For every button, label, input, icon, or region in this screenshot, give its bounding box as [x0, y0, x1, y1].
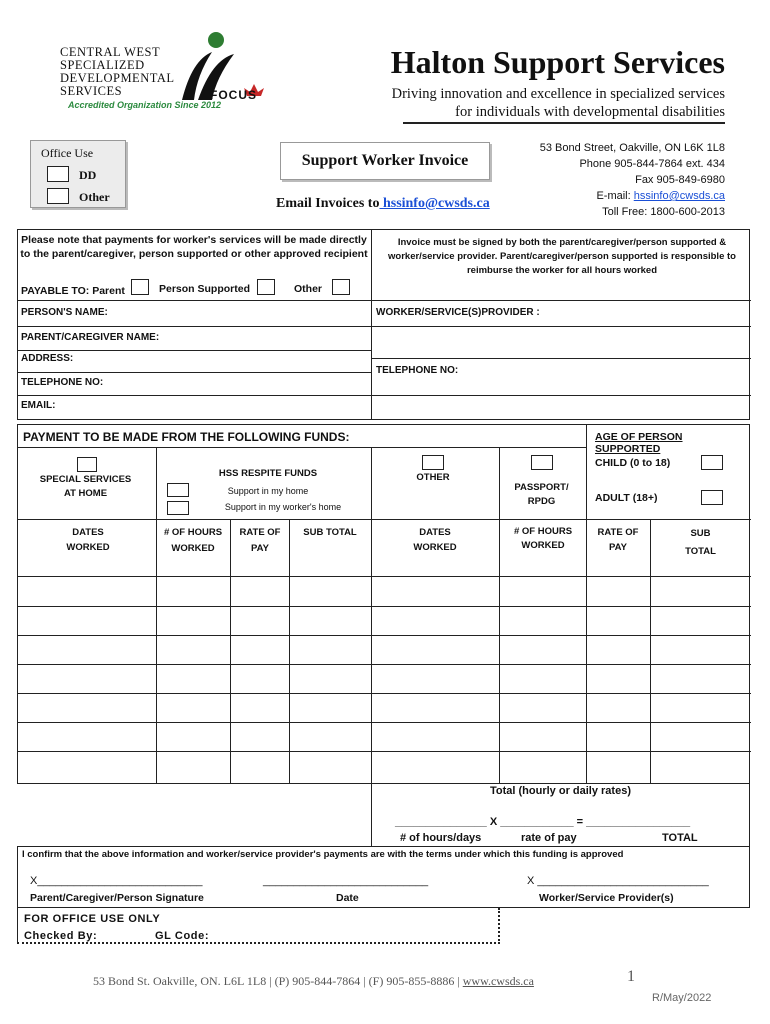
- parent-name-field[interactable]: PARENT/CAREGIVER NAME:: [21, 332, 160, 343]
- dd-label: DD: [79, 168, 97, 182]
- payable-other-label: Other: [294, 283, 323, 295]
- office-use-box: [30, 140, 126, 208]
- email-invoices-label: Email Invoices to: [276, 196, 380, 211]
- table-row[interactable]: [18, 752, 751, 784]
- child-checkbox[interactable]: [701, 455, 723, 470]
- office-only-title: FOR OFFICE USE ONLY: [24, 913, 161, 925]
- contact-address: 53 Bond Street, Oakville, ON L6K 1L8: [539, 142, 725, 154]
- contact-tollfree: Toll Free: 1800-600-2013: [602, 206, 725, 218]
- office-use-title: Office Use: [41, 146, 94, 160]
- email-field[interactable]: EMAIL:: [21, 400, 56, 411]
- telephone-field[interactable]: TELEPHONE NO:: [21, 377, 104, 388]
- tagline-1: Driving innovation and excellence in specialized services: [391, 86, 725, 102]
- header-rule: [403, 122, 725, 124]
- payable-person-label: Person Supported: [159, 283, 251, 295]
- org-title: Halton Support Services: [390, 44, 725, 80]
- parent-signature-label: Parent/Caregiver/Person Signature: [30, 892, 204, 904]
- tagline-2: for individuals with developmental disabilities: [455, 104, 725, 120]
- table-row[interactable]: [18, 577, 751, 606]
- main-form: [17, 229, 750, 420]
- total-rate-label: rate of pay: [521, 832, 577, 844]
- logo-line-1: CENTRAL WEST: [60, 45, 161, 59]
- dd-checkbox[interactable]: [47, 166, 69, 182]
- logo: [60, 30, 280, 120]
- table-row[interactable]: [18, 636, 751, 664]
- col-sub: SUB TOTAL: [303, 527, 357, 538]
- revision: R/May/2022: [652, 992, 712, 1004]
- contact-phone: Phone 905-844-7864 ext. 434: [579, 158, 725, 170]
- date-label: Date: [336, 892, 359, 904]
- passport-label: PASSPORT/ RPDG: [514, 482, 569, 507]
- table-row[interactable]: [18, 694, 751, 722]
- payable-person-checkbox[interactable]: [257, 279, 275, 295]
- table-row[interactable]: [18, 665, 751, 693]
- total-formula[interactable]: _______________ X ____________ = _________________: [395, 816, 691, 828]
- special-services-checkbox[interactable]: [77, 457, 97, 472]
- table-row[interactable]: [18, 723, 751, 751]
- payable-other-checkbox[interactable]: [332, 279, 350, 295]
- accredited-text: Accredited Organization Since 2012: [68, 100, 222, 110]
- passport-checkbox[interactable]: [531, 455, 553, 470]
- worker-signature-line[interactable]: X ____________________________: [527, 875, 709, 887]
- telephone-field-2[interactable]: TELEPHONE NO:: [376, 365, 459, 376]
- total-label: Total (hourly or daily rates): [490, 785, 631, 797]
- support-home-checkbox[interactable]: [167, 483, 189, 497]
- child-label: CHILD (0 to 18): [595, 457, 671, 469]
- contact-fax: Fax 905-849-6980: [635, 174, 725, 186]
- col-rate-2: RATE OF PAY: [597, 527, 639, 553]
- logo-line-3: DEVELOPMENTAL: [60, 71, 175, 85]
- address-field[interactable]: ADDRESS:: [21, 353, 74, 364]
- support-worker-checkbox[interactable]: [167, 501, 189, 515]
- contact-email-label: E-mail:: [596, 190, 634, 202]
- contact-block: [540, 140, 725, 220]
- email-invoices-link[interactable]: hssinfo@cwsds.ca: [379, 196, 490, 211]
- contact-email-link[interactable]: hssinfo@cwsds.ca: [633, 190, 725, 202]
- col-hours-2: # OF HOURS WORKED: [513, 526, 573, 551]
- total-hours-label: # of hours/days: [400, 832, 482, 844]
- total-total-label: TOTAL: [662, 832, 698, 844]
- worker-signature-label: Worker/Service Provider(s): [539, 892, 674, 904]
- adult-label: ADULT (18+): [595, 492, 658, 504]
- col-hours: # OF HOURS WORKED: [163, 527, 223, 554]
- special-services-label: SPECIAL SERVICES AT HOME: [39, 474, 132, 499]
- gl-code-field[interactable]: GL Code:: [155, 930, 210, 942]
- payable-parent-checkbox[interactable]: [131, 279, 149, 295]
- logo-line-4: SERVICES: [60, 84, 123, 98]
- confirm-text: I confirm that the above information and worker/service provider's payments are with the terms under which this funding is approved: [22, 849, 624, 860]
- footer-link[interactable]: www.cwsds.ca: [462, 974, 534, 988]
- other-office-checkbox[interactable]: [47, 188, 69, 204]
- invoice-title: Support Worker Invoice: [280, 142, 490, 180]
- footer-address: 53 Bond St. Oakville, ON. L6L 1L8 | (P) 905-844-7864 | (F) 905-855-8886 |: [93, 974, 463, 988]
- support-home-label: Support in my home: [227, 486, 309, 496]
- logo-focus: FOCUS: [210, 88, 257, 102]
- note-left: Please note that payments for worker's services will be made directly to the parent/caregiver, person supported or other approved recipient: [20, 234, 368, 260]
- logo-line-2: SPECIALIZED: [60, 58, 145, 72]
- note-right: Invoice must be signed by both the parent/caregiver/person supported & worker/service provider. Parent/caregiver/person supported is responsible to reimburse the worker for all hours worked: [388, 237, 736, 276]
- hss-label: HSS RESPITE FUNDS: [218, 468, 318, 479]
- payable-label: PAYABLE TO: Parent: [21, 285, 125, 297]
- col-rate: RATE OF PAY: [239, 527, 281, 554]
- persons-name-field[interactable]: PERSON'S NAME:: [21, 307, 108, 318]
- checked-by-field[interactable]: Checked By:: [24, 930, 98, 942]
- col-dates-2: DATES WORKED: [413, 527, 457, 553]
- other-funds-checkbox[interactable]: [422, 455, 444, 470]
- other-office-label: Other: [79, 190, 110, 204]
- funds-table: [17, 424, 750, 784]
- adult-checkbox[interactable]: [701, 490, 723, 505]
- funds-heading: PAYMENT TO BE MADE FROM THE FOLLOWING FUNDS:: [23, 430, 350, 444]
- age-heading: AGE OF PERSON SUPPORTED: [595, 431, 683, 455]
- other-funds-label: OTHER: [416, 472, 450, 483]
- table-row[interactable]: [18, 607, 751, 635]
- parent-signature-line[interactable]: X___________________________: [30, 875, 203, 887]
- worker-provider-field[interactable]: WORKER/SERVICE(S)PROVIDER :: [376, 307, 540, 318]
- col-sub-2: SUB TOTAL: [685, 528, 716, 557]
- page-number: 1: [627, 968, 635, 985]
- col-dates: DATES WORKED: [66, 527, 110, 553]
- email-invoices: [276, 196, 490, 212]
- date-line[interactable]: ___________________________: [263, 875, 429, 887]
- support-worker-label: Support in my worker's home: [224, 502, 342, 512]
- footer-text: [93, 974, 534, 989]
